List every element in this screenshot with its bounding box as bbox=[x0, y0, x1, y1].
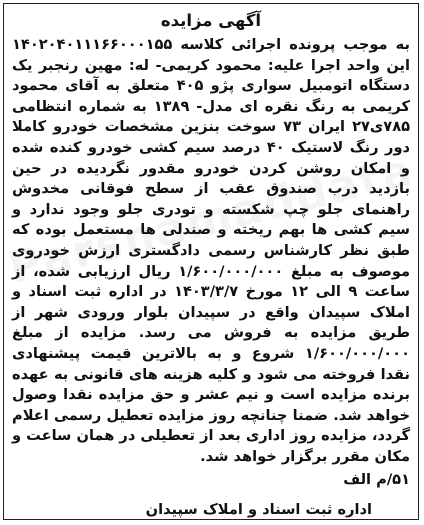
issuer-signature: اداره ثبت اسناد و املاک سپیدان bbox=[145, 501, 372, 519]
reference-number: ۵۱/م الف bbox=[343, 471, 410, 489]
notice-body: به موجب پرونده اجرائی کلاسه ۱۴۰۲۰۴۰۱۱۱۶۶۰۰۰۱۵۵ این واحد اجرا علیه: محمود کریمی- له: مهین رنجبر یک دستگاه اتومبیل سواری پژو ۴۰۵ متعلق به آقای محمود کریمی به رنگ نقره ای مدل- ۱۳۸۹ به شماره انتظامی ۷۸۵ی۲۷ ایران ۷۳ سوخت بنزین مشخصات خودرو کاملا دور رنگ لاستیک ۴۰ درصد سیم کشی خودرو کنده شده و امکان روشن کردن خودرو مقدور نگردیده در حین بازدید درب صندوق عقب از سطح فوقانی مخدوش راهنمای جلو چپ شکسته و تودری جلو وجود ندارد و سیم کشی ها بهم ریخته و صندلی ها مستعمل بوده که طبق نظر کارشناس رسمی دادگستری ارزش خودروی موصوف به مبلغ ۱/۶۰۰/۰۰۰/۰۰۰ ریال ارزیابی شده، از ساعت ۹ الی ۱۲ مورخ ۱۴۰۳/۳/۷ در اداره ثبت اسناد و املاک سپیدان واقع در سپیدان بلوار ورودی شهر از طریق مزایده به فروش می رسد. مزایده از مبلغ ۱/۶۰۰/۰۰۰/۰۰۰ شروع و به بالاترین قیمت پیشنهادی نقدا فروخته می شود و کلیه هزینه های قانونی به عهده برنده مزایده است و نیم عشر و حق مزایده نقدا وصول خواهد شد. ضمنا چنانچه روز مزایده تعطیل رسمی اعلام گردد، مزایده روز اداری بعد از تعطیلی در همان ساعت و مکان مقرر برگزار خواهد شد. bbox=[12, 36, 411, 465]
auction-notice bbox=[3, 3, 419, 520]
notice-title: آگهی مزایده bbox=[160, 11, 262, 30]
